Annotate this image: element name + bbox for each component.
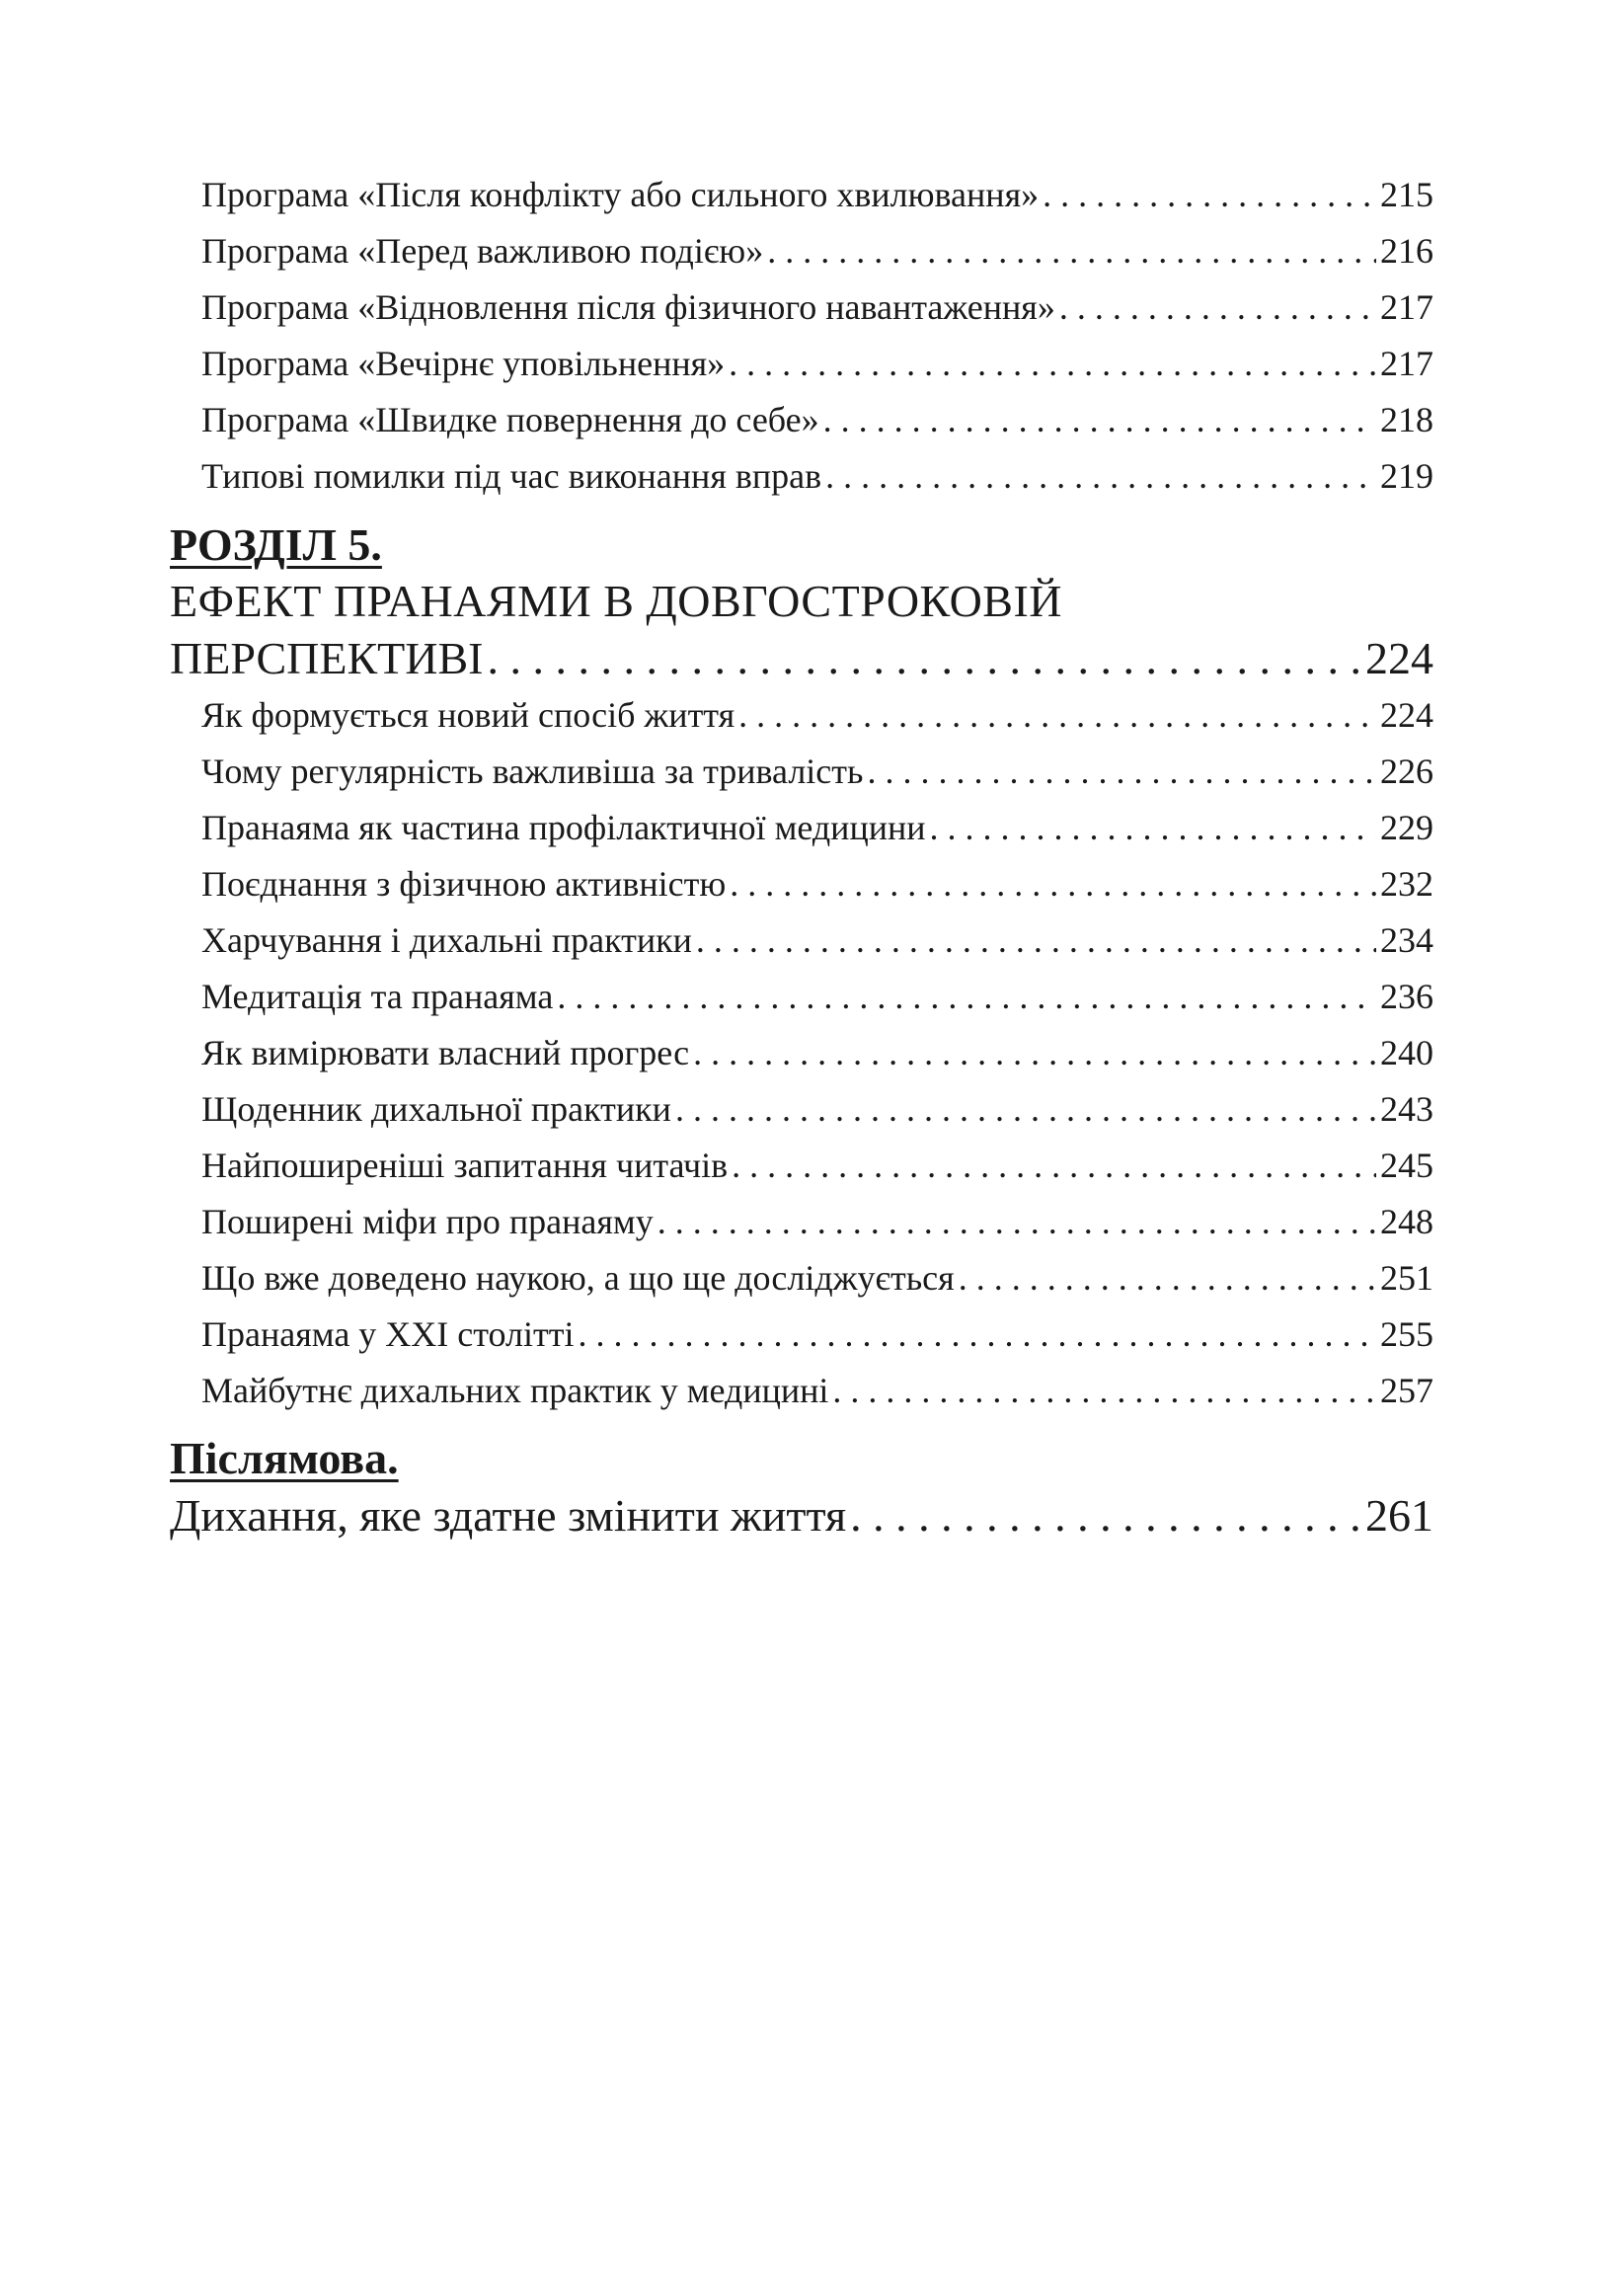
toc-entry[interactable] (201, 919, 1433, 975)
toc-entry-title: Пранаяма у XXI столітті (201, 1314, 575, 1354)
toc-entry-title: Як вимірювати власний прогрес (201, 1033, 690, 1072)
leader-dots (959, 1257, 1376, 1299)
leader-dots (487, 632, 1361, 684)
toc-entry[interactable] (201, 694, 1433, 750)
toc-entry-title: Програма «Перед важливою подією» (201, 231, 764, 271)
toc-entry-page: 240 (1380, 1033, 1433, 1072)
toc-entry[interactable] (201, 1032, 1433, 1087)
afterword-entry[interactable] (170, 1489, 1433, 1542)
section-title-line: ЕФЕКТ ПРАНАЯМИ В ДОВГОСТРОКОВІЙ (170, 576, 1063, 626)
toc-entry-title: Найпоширеніші запитання читачів (201, 1146, 729, 1185)
leader-dots (1043, 174, 1376, 215)
toc-entry[interactable] (201, 230, 1433, 285)
toc-entry-page: 217 (1380, 287, 1433, 327)
leader-dots (867, 751, 1376, 792)
toc-entry[interactable] (201, 1313, 1433, 1369)
section-title-line: ПЕРСПЕКТИВІ (170, 633, 484, 683)
leader-dots (1059, 286, 1376, 328)
toc-entry-page: 248 (1380, 1202, 1433, 1241)
leader-dots (825, 455, 1376, 497)
toc-entry-page: 236 (1380, 977, 1433, 1016)
toc-entry-page: 232 (1380, 864, 1433, 904)
toc-entry-page: 217 (1380, 344, 1433, 383)
toc-entry-page: 251 (1380, 1258, 1433, 1298)
toc-entry[interactable] (201, 455, 1433, 511)
section-title-entry[interactable] (170, 632, 1433, 684)
toc-entry-page: 245 (1380, 1146, 1433, 1185)
toc-entry[interactable] (201, 286, 1433, 342)
toc-entry[interactable] (201, 863, 1433, 918)
toc-entry-page: 216 (1380, 231, 1433, 271)
toc-entry-title: Харчування і дихальні практики (201, 920, 692, 960)
toc-entry-page: 226 (1380, 752, 1433, 791)
toc-entry[interactable] (201, 399, 1433, 454)
toc-entry-title: Програма «Швидке повернення до себе» (201, 400, 819, 439)
afterword-page: 261 (1365, 1490, 1433, 1541)
leader-dots (675, 1088, 1376, 1130)
toc-entry-page: 255 (1380, 1314, 1433, 1354)
section-label: РОЗДІЛ 5. (170, 519, 382, 570)
leader-dots (657, 1201, 1376, 1242)
leader-dots (557, 976, 1376, 1017)
toc-entry-page: 218 (1380, 400, 1433, 439)
leader-dots (732, 1145, 1376, 1186)
leader-dots (832, 1370, 1376, 1411)
toc-entry-title: Як формується новий спосіб життя (201, 695, 735, 735)
leader-dots (823, 399, 1376, 440)
toc-entry[interactable] (201, 1370, 1433, 1425)
toc-entry-page: 224 (1380, 695, 1433, 735)
toc-entry-title: Майбутнє дихальних практик у медицині (201, 1371, 829, 1410)
leader-dots (729, 343, 1376, 384)
leader-dots (850, 1489, 1361, 1542)
toc-entry[interactable] (201, 1088, 1433, 1144)
toc-entry[interactable] (201, 1257, 1433, 1312)
toc-entry[interactable] (201, 751, 1433, 806)
toc-entry-title: Медитація та пранаяма (201, 977, 554, 1016)
leader-dots (738, 694, 1376, 736)
toc-entry[interactable] (201, 1201, 1433, 1256)
leader-dots (693, 1032, 1376, 1073)
leader-dots (730, 863, 1376, 905)
leader-dots (767, 230, 1376, 272)
toc-entry-title: Програма «Відновлення після фізичного навантаження» (201, 287, 1055, 327)
toc-entry-title: Програма «Вечірнє уповільнення» (201, 344, 726, 383)
toc-entry-title: Програма «Після конфлікту або сильного хвилювання» (201, 175, 1040, 214)
toc-entry-page: 243 (1380, 1089, 1433, 1129)
toc-entry-page: 229 (1380, 808, 1433, 847)
toc-entry-page: 257 (1380, 1371, 1433, 1410)
toc-entry[interactable] (201, 976, 1433, 1031)
section-page: 224 (1365, 633, 1433, 683)
toc-entry-page: 219 (1380, 456, 1433, 496)
toc-entry-title: Щоденник дихальної практики (201, 1089, 671, 1129)
toc-entry-page: 215 (1380, 175, 1433, 214)
toc-entry[interactable] (201, 174, 1433, 229)
toc-entry[interactable] (201, 807, 1433, 862)
leader-dots (696, 919, 1376, 961)
afterword-label: Післямова. (170, 1433, 399, 1483)
toc-entry-title: Що вже доведено наукою, а що ще досліджується (201, 1258, 955, 1298)
afterword-title: Дихання, яке здатне змінити життя (170, 1490, 847, 1541)
toc-entry-title: Поєднання з фізичною активністю (201, 864, 727, 904)
toc-entry-page: 234 (1380, 920, 1433, 960)
toc-entry-title: Чому регулярність важливіша за тривалість (201, 752, 864, 791)
toc-entry[interactable] (201, 343, 1433, 398)
toc-entry-title: Поширені міфи про пранаяму (201, 1202, 654, 1241)
leader-dots (930, 807, 1377, 848)
toc-entry-title: Пранаяма як частина профілактичної медицини (201, 808, 926, 847)
leader-dots (578, 1313, 1376, 1355)
toc-entry[interactable] (201, 1145, 1433, 1200)
toc-entry-title: Типові помилки під час виконання вправ (201, 456, 822, 496)
